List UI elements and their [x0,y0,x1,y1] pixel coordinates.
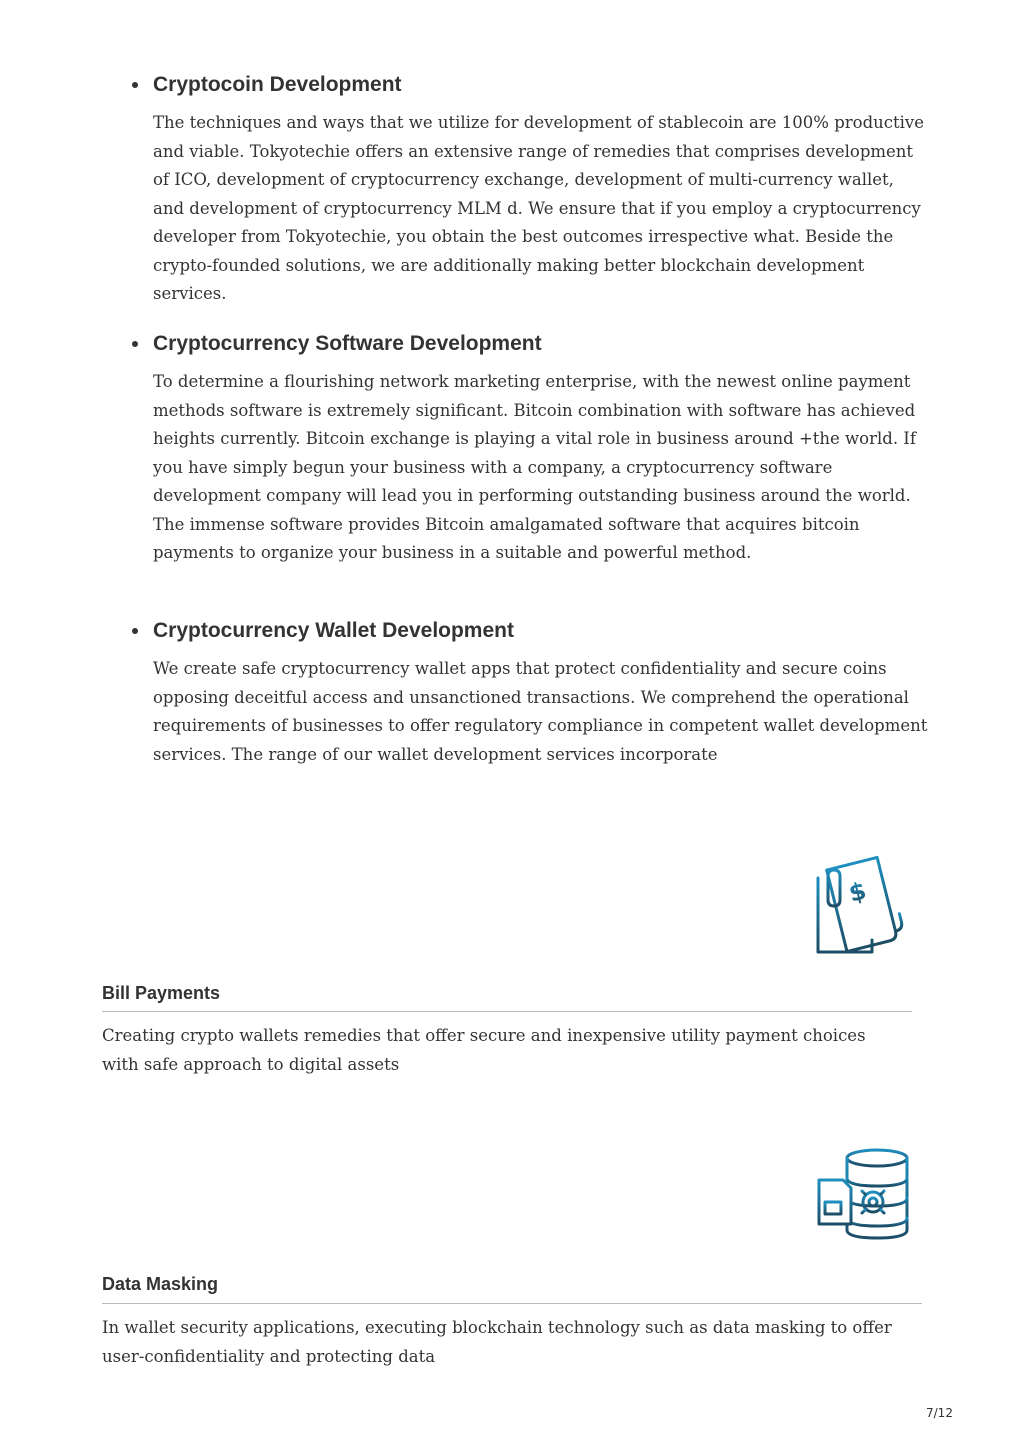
section-heading: Cryptocurrency Wallet Development [153,619,514,642]
section-cryptocurrency-wallet-development [153,618,928,769]
bullet-point [132,341,138,347]
section-body: To determine a flourishing network marketing enterprise, with the newest online payment methods software is extremely significant. Bitcoin combination with software has achieved heights currently. Bitcoin exchange is playing a vital role in business around +the world. If you have simply begun your business with a company, a cryptocurrency software development company will lead you in performing outstanding business around the world. The immense software provides Bitcoin amalgamated software that acquires bitcoin payments to organize your business in a suitable and powerful method. [153,372,916,562]
section-body: We create safe cryptocurrency wallet apps that protect confidentiality and secure coins opposing deceitful access and unsanctioned transactions. We comprehend the operational requirements of businesses to offer regulatory compliance in competent wallet development services. The range of our wallet development services incorporate [153,659,928,764]
feature-title-bill-payments: Bill Payments [102,983,221,1003]
bill-invoice-icon [806,848,912,958]
feature-text-data-masking: In wallet security applications, executing blockchain technology such as data masking to offer user-confidentiality and protecting data [102,1318,892,1366]
bullet-point [132,628,138,634]
section-body: The techniques and ways that we utilize for development of stablecoin are 100% productive and viable. Tokyotechie offers an extensive range of remedies that comprises development of ICO, development of cryptocurrency exchange, development of multi-currency wallet, and development of cryptocurrency MLM d. We ensure that if you employ a cryptocurrency developer from Tokyotechie, you obtain the best outcomes irrespective what. Beside the crypto-founded solutions, we are additionally making better blockchain development services. [153,113,925,303]
divider [102,1303,922,1304]
svg-text:$: $ [846,876,870,908]
section-cryptocurrency-software-development [153,331,928,568]
bullet-point [132,82,138,88]
divider [102,1011,912,1012]
feature-text-bill-payments: Creating crypto wallets remedies that offer secure and inexpensive utility payment choices with safe approach to digital assets [102,1026,866,1074]
section-heading: Cryptocoin Development [153,73,402,96]
page-number: 7/12 [926,1406,953,1420]
database-gear-icon [813,1146,913,1244]
feature-title-data-masking: Data Masking [102,1274,219,1294]
section-cryptocoin-development [153,72,928,309]
section-heading: Cryptocurrency Software Development [153,332,542,355]
